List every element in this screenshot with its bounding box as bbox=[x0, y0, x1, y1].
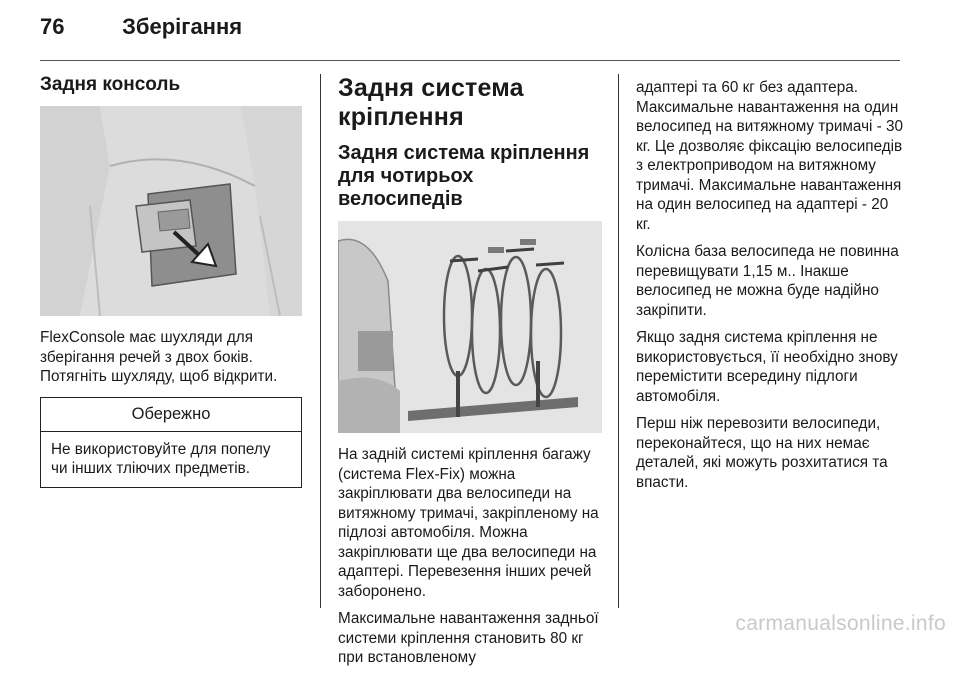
carrier-paragraph-3: адаптері та 60 кг без адаптера. Максимальне навантаження на один велосипед на витяжному тримачі - 30 кг. Це дозволяє фіксацію велосипедів з електроприводом на витяжному тримачі. Максимальне навантаження на один велосипед на адаптері - 20 кг. bbox=[636, 79, 904, 233]
column-right bbox=[636, 78, 906, 500]
carrier-paragraph-4: Колісна база велосипеда не повинна перевищувати 1,15 м.. Інакше велосипед не можна буде надійно закріпити. bbox=[636, 243, 899, 319]
carrier-heading: Задня система кріплення bbox=[338, 74, 524, 131]
section-title: Зберігання bbox=[122, 14, 243, 39]
column-middle bbox=[338, 74, 602, 676]
caution-title: Обережно bbox=[41, 398, 301, 432]
carrier-paragraph-2: Максимальне навантаження задньої системи кріплення становить 80 кг при встановленому bbox=[338, 610, 599, 666]
console-heading: Задня консоль bbox=[40, 74, 181, 95]
column-divider-2 bbox=[618, 74, 619, 608]
bike-carrier-illustration bbox=[338, 221, 602, 433]
column-left bbox=[40, 74, 302, 488]
carrier-subheading: Задня система кріплення для чотирьох велосипедів bbox=[338, 142, 590, 210]
carrier-paragraph-1: На задній системі кріплення багажу (система Flex-Fix) можна закріплювати два велосипеди на витяжному тримачі, закріпленому на підлозі автомобіля. Можна закріплювати ще два велосипеди на адаптері. Перевезення інших речей заборонено. bbox=[338, 446, 599, 600]
header-divider bbox=[40, 60, 900, 61]
carrier-paragraph-6: Перш ніж перевозити велосипеди, переконайтеся, що на них немає деталей, які можуть розхитатися та впасти. bbox=[636, 415, 888, 491]
column-divider-1 bbox=[320, 74, 321, 608]
page-number: 76 bbox=[40, 14, 65, 39]
carrier-paragraph-5: Якщо задня система кріплення не використовується, її необхідно знову перемістити всередину підлоги автомобіля. bbox=[636, 329, 898, 405]
caution-text: Не використовуйте для попелу чи інших тліючих предметів. bbox=[51, 440, 271, 477]
watermark-text: carmanualsonline.info bbox=[735, 612, 946, 635]
caution-box bbox=[40, 397, 302, 488]
console-drawer-illustration bbox=[40, 106, 302, 316]
console-paragraph: FlexConsole має шухляди для зберігання речей з двох боків. Потягніть шухляду, щоб відкрити. bbox=[40, 329, 278, 385]
page-header bbox=[40, 14, 242, 40]
